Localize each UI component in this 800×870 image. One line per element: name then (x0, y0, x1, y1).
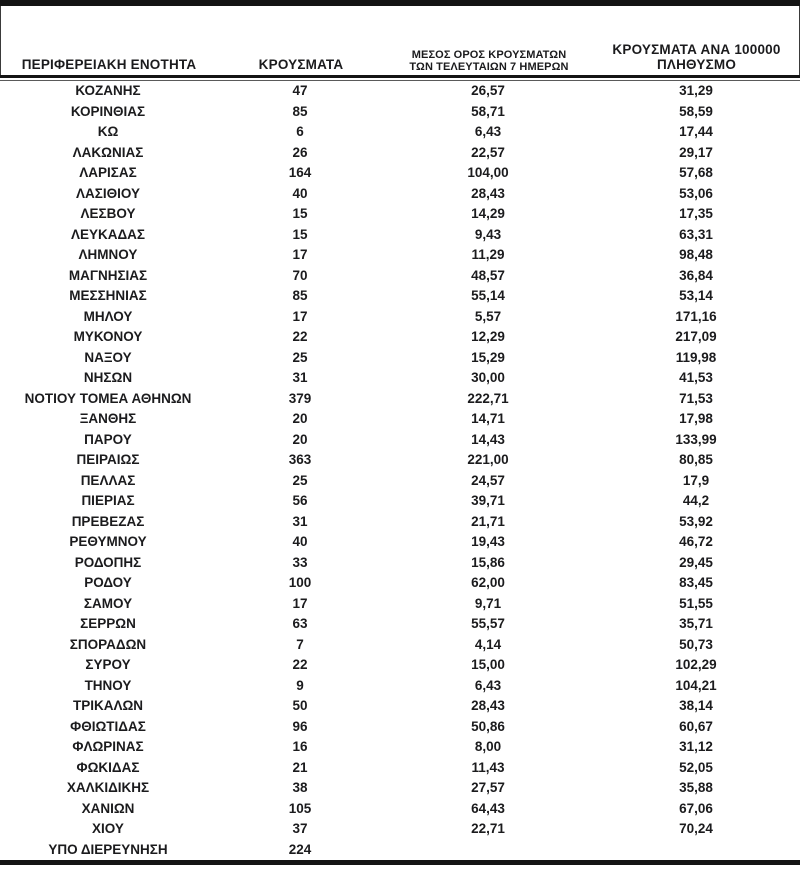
avg7-cell: 26,57 (471, 83, 505, 98)
per100k-cell: 35,71 (679, 616, 713, 631)
region-cell: ΠΕΙΡΑΙΩΣ (76, 452, 140, 467)
table-row (0, 696, 800, 717)
per100k-cell: 80,85 (679, 452, 713, 467)
column-header-per100k-line2: ΠΛΗΘΥΣΜΟ (656, 57, 737, 73)
cases-cell: 17 (292, 595, 308, 611)
avg7-cell: 221,00 (467, 452, 509, 467)
cases-cell: 22 (292, 657, 308, 672)
per100k-cell: 17,9 (682, 472, 710, 488)
region-cell: ΜΑΓΝΗΣΙΑΣ (68, 267, 148, 283)
column-header-per100k-line1: ΚΡΟΥΣΜΑΤΑ ΑΝΑ 100000 (612, 42, 781, 58)
table-row (0, 553, 800, 574)
region-cell: ΦΘΙΩΤΙΔΑΣ (70, 718, 146, 734)
region-cell: ΛΑΚΩΝΙΑΣ (72, 144, 144, 160)
cases-cell: 85 (292, 103, 308, 119)
table-row (0, 245, 800, 266)
per100k-cell: 17,35 (679, 206, 713, 221)
cases-cell: 31 (292, 370, 308, 385)
cases-cell: 6 (296, 124, 304, 139)
region-cell: ΛΗΜΝΟΥ (78, 247, 138, 262)
region-cell: ΡΟΔΟΥ (84, 575, 132, 590)
table-row (0, 614, 800, 635)
table-row (0, 778, 800, 799)
cases-cell: 105 (288, 800, 312, 816)
avg7-cell: 15,00 (471, 657, 505, 672)
cases-cell: 50 (292, 698, 308, 713)
per100k-cell: 53,06 (679, 185, 713, 201)
table-row (0, 143, 800, 164)
region-cell: ΝΟΤΙΟΥ ΤΟΜΕΑ ΑΘΗΝΩΝ (24, 390, 192, 406)
region-cell: ΤΗΝΟΥ (84, 677, 132, 693)
column-header-per100k (593, 43, 800, 73)
region-cell: ΠΕΛΛΑΣ (80, 472, 136, 488)
table-row (0, 532, 800, 553)
column-header-region (1, 58, 217, 73)
per100k-cell: 171,16 (675, 308, 717, 324)
per100k-cell: 29,17 (679, 144, 713, 160)
table-row (0, 266, 800, 287)
per100k-cell: 35,88 (679, 780, 713, 795)
avg7-cell: 14,43 (471, 431, 505, 447)
region-cell: ΠΡΕΒΕΖΑΣ (71, 513, 145, 529)
region-cell: ΣΥΡΟΥ (85, 657, 131, 672)
per100k-cell: 70,24 (679, 821, 713, 836)
avg7-cell: 64,43 (471, 800, 505, 816)
cases-cell: 17 (292, 247, 308, 262)
avg7-cell: 15,86 (471, 554, 505, 570)
per100k-cell: 71,53 (679, 390, 713, 406)
avg7-cell: 22,71 (471, 821, 505, 836)
region-cell: ΦΛΩΡΙΝΑΣ (72, 739, 144, 754)
region-cell: ΡΟΔΟΠΗΣ (74, 554, 142, 570)
region-cell: ΛΕΥΚΑΔΑΣ (70, 226, 146, 242)
table-row (0, 204, 800, 225)
table-row (0, 799, 800, 820)
per100k-cell: 83,45 (679, 575, 713, 590)
table-row (0, 573, 800, 594)
table-row (0, 471, 800, 492)
cases-cell: 17 (292, 308, 308, 324)
table-row (0, 512, 800, 533)
cases-cell: 22 (292, 329, 308, 344)
table-row (0, 389, 800, 410)
cases-cell: 47 (292, 83, 308, 98)
table-body (0, 81, 800, 860)
avg7-cell: 14,71 (471, 411, 505, 426)
cases-cell: 85 (292, 288, 308, 303)
per100k-cell: 31,12 (679, 739, 713, 754)
table-row (0, 717, 800, 738)
cases-cell: 31 (292, 513, 308, 529)
region-cell: ΥΠΟ ΔΙΕΡΕΥΝΗΣΗ (48, 841, 168, 857)
region-cell: ΛΑΡΙΣΑΣ (79, 165, 137, 180)
region-cell: ΜΥΚΟΝΟΥ (73, 329, 143, 344)
avg7-cell: 28,43 (471, 698, 505, 713)
region-cell: ΜΕΣΣΗΝΙΑΣ (69, 288, 147, 303)
region-cell: ΣΑΜΟΥ (83, 595, 133, 611)
per100k-cell: 104,21 (675, 677, 717, 693)
region-cell: ΚΩ (97, 124, 119, 139)
avg7-cell: 50,86 (471, 718, 505, 734)
region-cell: ΛΕΣΒΟΥ (80, 206, 136, 221)
per100k-cell: 17,98 (679, 411, 713, 426)
cases-cell: 379 (288, 390, 312, 406)
avg7-cell: 9,43 (474, 226, 502, 242)
column-header-cases-label: ΚΡΟΥΣΜΑΤΑ (258, 57, 344, 73)
per100k-cell: 31,29 (679, 83, 713, 98)
region-cell: ΧΑΛΚΙΔΙΚΗΣ (66, 780, 150, 795)
per100k-cell: 98,48 (679, 247, 713, 262)
avg7-cell: 30,00 (471, 370, 505, 385)
avg7-cell: 21,71 (471, 513, 505, 529)
per100k-cell: 52,05 (679, 759, 713, 775)
cases-cell: 56 (292, 493, 308, 508)
cases-cell: 16 (292, 739, 308, 754)
table-row (0, 122, 800, 143)
table-row (0, 676, 800, 697)
column-header-cases (217, 58, 385, 73)
table-row (0, 737, 800, 758)
avg7-cell: 11,29 (471, 247, 505, 262)
per100k-cell: 38,14 (679, 698, 713, 713)
region-cell: ΧΑΝΙΩΝ (81, 800, 135, 816)
avg7-cell: 58,71 (471, 103, 505, 119)
table-row (0, 409, 800, 430)
cases-cell: 38 (292, 780, 308, 795)
per100k-cell: 67,06 (679, 800, 713, 816)
table-row (0, 348, 800, 369)
cases-cell: 363 (288, 452, 312, 467)
column-header-avg7 (385, 49, 593, 73)
table-row (0, 163, 800, 184)
avg7-cell: 8,00 (474, 739, 502, 754)
table-row (0, 286, 800, 307)
table-row (0, 655, 800, 676)
per100k-cell: 60,67 (679, 718, 713, 734)
region-cell: ΚΟΖΑΝΗΣ (75, 83, 141, 98)
region-cell: ΡΕΘΥΜΝΟΥ (69, 534, 147, 549)
per100k-cell: 36,84 (679, 267, 713, 283)
avg7-cell: 22,57 (471, 144, 505, 160)
table-row (0, 450, 800, 471)
cases-cell: 7 (296, 636, 304, 652)
avg7-cell: 11,43 (471, 759, 505, 775)
avg7-cell: 19,43 (471, 534, 505, 549)
per100k-cell: 29,45 (679, 554, 713, 570)
region-cell: ΝΗΣΩΝ (83, 370, 133, 385)
cases-cell: 21 (292, 759, 308, 775)
column-header-avg7-line2: ΤΩΝ ΤΕΛΕΥΤΑΙΩΝ 7 ΗΜΕΡΩΝ (409, 60, 569, 73)
region-cell: ΠΙΕΡΙΑΣ (81, 493, 135, 508)
per100k-cell: 102,29 (675, 657, 717, 672)
region-cell: ΠΑΡΟΥ (84, 431, 132, 447)
cases-cell: 15 (292, 226, 308, 242)
cases-cell: 40 (292, 185, 308, 201)
avg7-cell: 9,71 (474, 595, 502, 611)
per100k-cell: 51,55 (679, 595, 713, 611)
avg7-cell: 55,14 (471, 288, 505, 303)
table-row (0, 327, 800, 348)
cases-cell: 96 (292, 718, 308, 734)
cases-cell: 164 (288, 165, 312, 180)
avg7-cell: 14,29 (471, 206, 505, 221)
cases-cell: 33 (292, 554, 308, 570)
table-row (0, 430, 800, 451)
per100k-cell: 41,53 (679, 370, 713, 385)
cases-cell: 70 (292, 267, 308, 283)
region-cell: ΤΡΙΚΑΛΩΝ (72, 698, 144, 713)
per100k-cell: 57,68 (679, 165, 713, 180)
region-cell: ΜΗΛΟΥ (83, 308, 133, 324)
region-cell: ΝΑΞΟΥ (84, 349, 132, 365)
region-cell: ΣΕΡΡΩΝ (80, 616, 136, 631)
avg7-cell: 62,00 (471, 575, 505, 590)
cases-cell: 20 (292, 411, 308, 426)
avg7-cell: 222,71 (467, 390, 509, 406)
per100k-cell: 53,14 (679, 288, 713, 303)
per100k-cell: 217,09 (675, 329, 717, 344)
avg7-cell: 48,57 (471, 267, 505, 283)
cases-cell: 25 (292, 349, 308, 365)
region-cell: ΞΑΝΘΗΣ (79, 411, 137, 426)
avg7-cell: 27,57 (471, 780, 505, 795)
table-row (0, 819, 800, 840)
avg7-cell: 4,14 (474, 636, 502, 652)
per100k-cell: 44,2 (682, 493, 710, 508)
per100k-cell: 50,73 (679, 636, 713, 652)
table-row (0, 635, 800, 656)
avg7-cell: 39,71 (471, 493, 505, 508)
avg7-cell: 104,00 (467, 165, 509, 180)
table-row (0, 840, 800, 861)
table-row (0, 225, 800, 246)
table-row (0, 594, 800, 615)
table-row (0, 102, 800, 123)
per100k-cell (592, 840, 800, 861)
cases-cell: 40 (292, 534, 308, 549)
per100k-cell: 17,44 (679, 124, 713, 139)
region-cell: ΧΙΟΥ (92, 821, 124, 836)
cases-cell: 63 (292, 616, 308, 631)
avg7-cell: 5,57 (474, 308, 502, 324)
cases-cell: 25 (292, 472, 308, 488)
avg7-cell: 55,57 (471, 616, 505, 631)
avg7-cell: 12,29 (471, 329, 505, 344)
cases-cell: 224 (288, 841, 312, 857)
cases-cell: 26 (292, 144, 308, 160)
region-cell: ΛΑΣΙΘΙΟΥ (76, 185, 140, 201)
avg7-cell: 28,43 (471, 185, 505, 201)
avg7-cell (384, 840, 592, 861)
avg7-cell: 6,43 (474, 124, 502, 139)
per100k-cell: 119,98 (675, 349, 717, 365)
cases-cell: 15 (292, 206, 308, 221)
per100k-cell: 133,99 (675, 431, 717, 447)
per100k-cell: 58,59 (679, 103, 713, 119)
region-cell: ΚΟΡΙΝΘΙΑΣ (70, 103, 146, 119)
region-cell: ΦΩΚΙΔΑΣ (76, 759, 140, 775)
column-header-avg7-line1: ΜΕΣΟΣ ΟΡΟΣ ΚΡΟΥΣΜΑΤΩΝ (411, 48, 567, 61)
cases-cell: 100 (288, 575, 312, 590)
table-header-row (0, 6, 800, 75)
table-row (0, 758, 800, 779)
cases-cell: 37 (292, 821, 308, 836)
avg7-cell: 15,29 (471, 349, 505, 365)
region-cell: ΣΠΟΡΑΔΩΝ (69, 636, 147, 652)
table-row (0, 368, 800, 389)
avg7-cell: 24,57 (471, 472, 505, 488)
table-row (0, 81, 800, 102)
per100k-cell: 63,31 (679, 226, 713, 242)
table-bottom-border (0, 860, 800, 865)
per100k-cell: 53,92 (679, 513, 713, 529)
cases-cell: 20 (292, 431, 308, 447)
table-row (0, 184, 800, 205)
cases-cell: 9 (296, 677, 304, 693)
column-header-region-label: ΠΕΡΙΦΕΡΕΙΑΚΗ ΕΝΟΤΗΤΑ (21, 57, 197, 73)
table-row (0, 307, 800, 328)
per100k-cell: 46,72 (679, 534, 713, 549)
avg7-cell: 6,43 (474, 677, 502, 693)
table-row (0, 491, 800, 512)
